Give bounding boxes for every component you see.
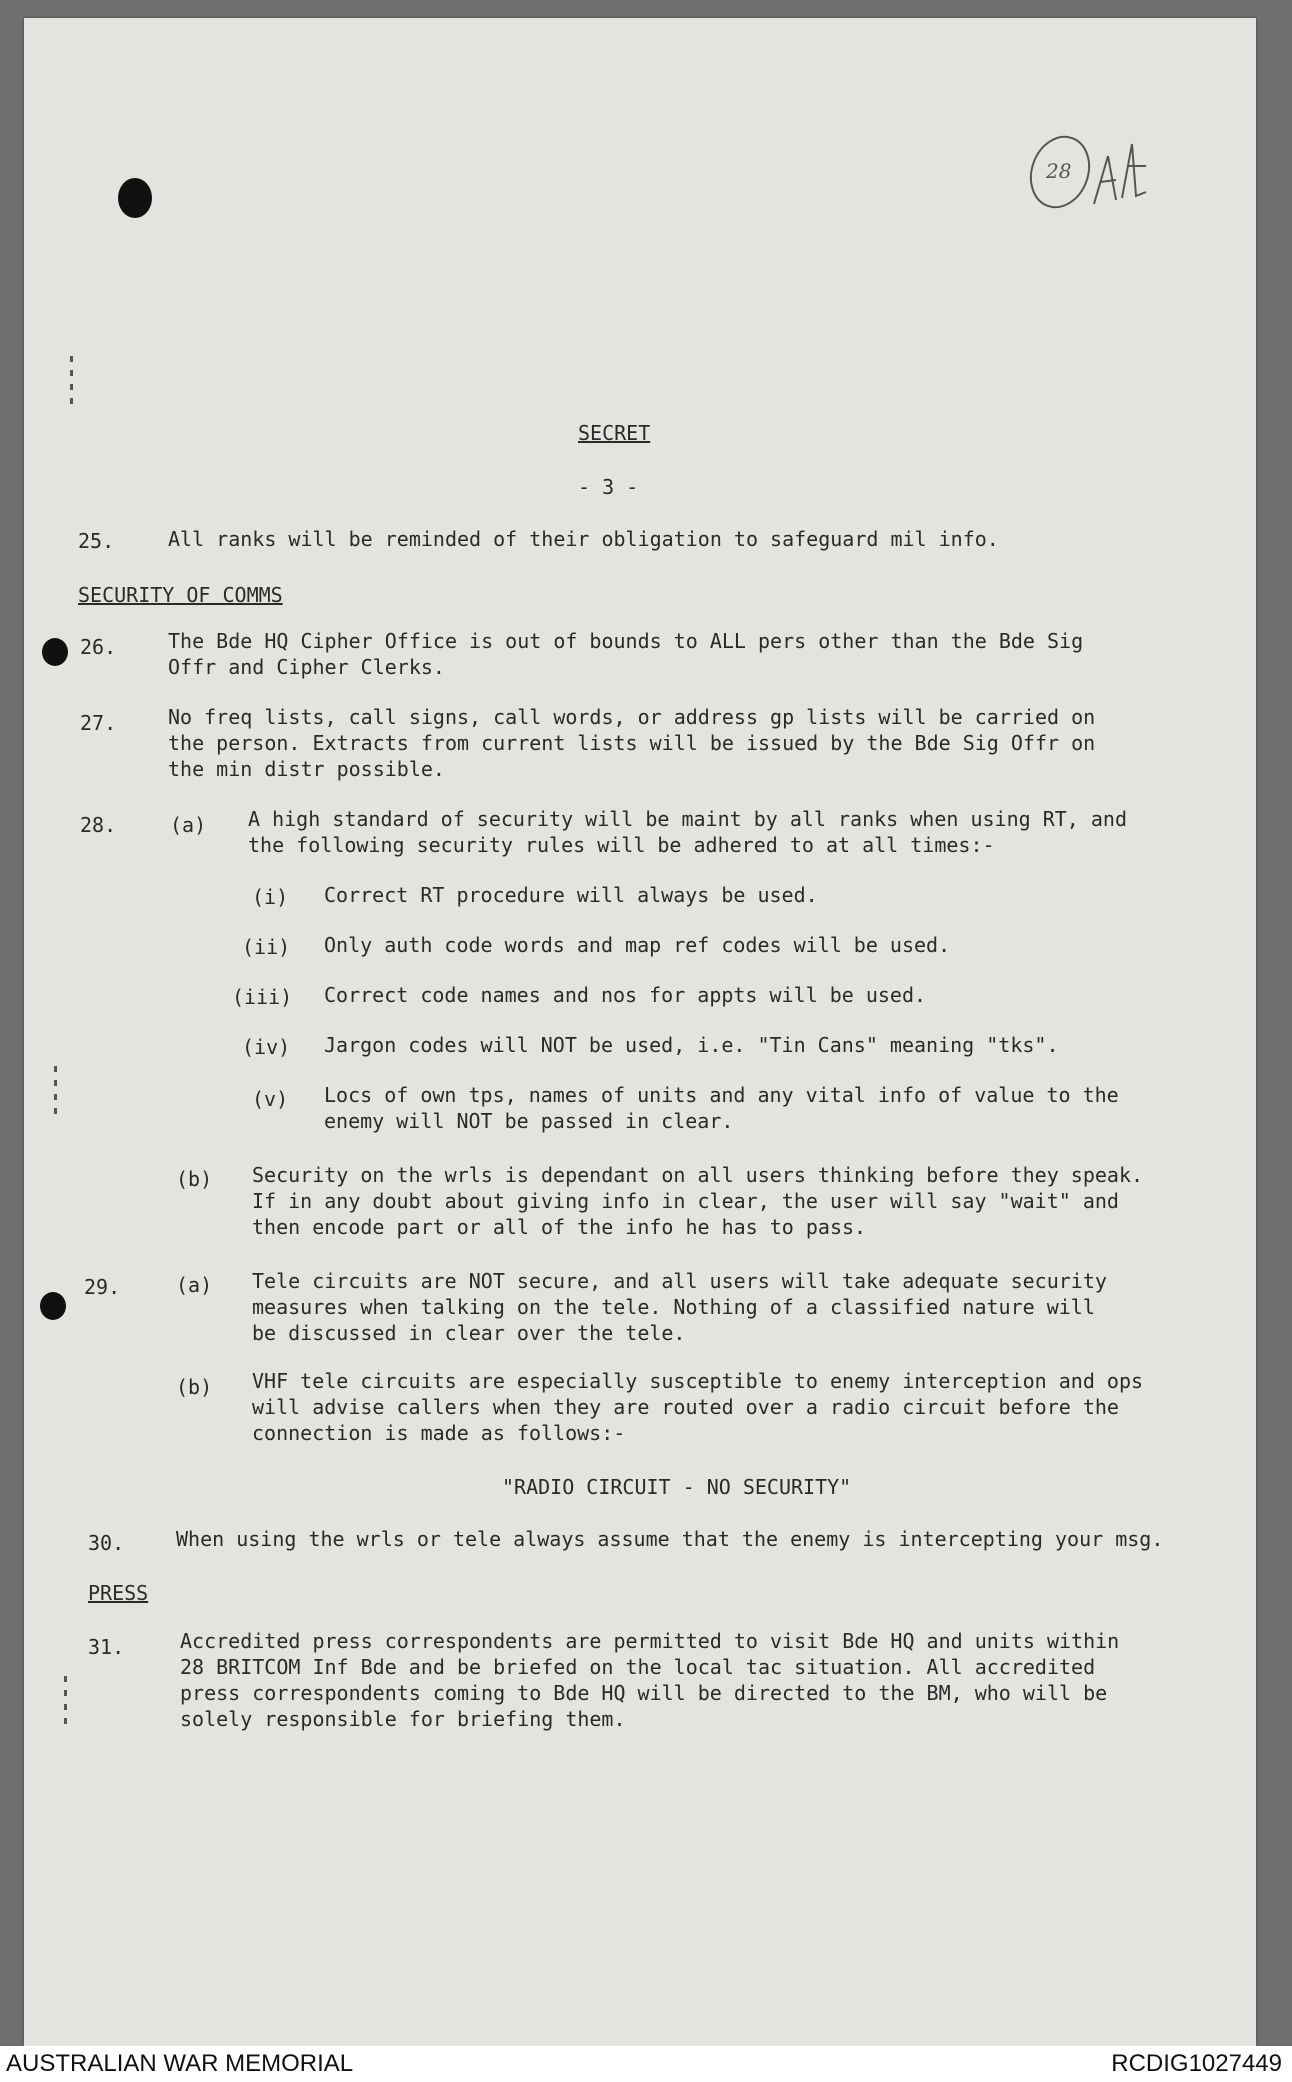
paragraph-text: No freq lists, call signs, call words, or address gp lists will be carried on [168, 705, 1096, 729]
paragraph-text: press correspondents coming to Bde HQ will be directed to the BM, who will be [180, 1681, 1108, 1705]
paragraph-text: The Bde HQ Cipher Office is out of bounds to ALL pers other than the Bde Sig [168, 629, 1084, 653]
paragraph-text: be discussed in clear over the tele. [252, 1321, 686, 1345]
paragraph-text: measures when talking on the tele. Nothing of a classified nature will [252, 1295, 1095, 1319]
paragraph-text: then encode part or all of the info he has to pass. [252, 1215, 867, 1239]
margin-marks [54, 1058, 60, 1122]
margin-marks [64, 1668, 70, 1732]
paragraph-number: 28. [80, 813, 117, 837]
paragraph-number: 31. [88, 1635, 125, 1659]
paragraph-number: 30. [88, 1531, 125, 1555]
archive-footer [0, 2046, 1292, 2082]
punch-hole [42, 638, 68, 666]
paragraph-text: will advise callers when they are routed over a radio circuit before the [252, 1395, 1119, 1419]
item-text: Jargon codes will NOT be used, i.e. "Tin Cans" meaning "tks". [324, 1033, 1059, 1057]
archive-name: AUSTRALIAN WAR MEMORIAL [6, 2050, 354, 2077]
item-label: (i) [252, 885, 289, 909]
handwritten-folio-annotation [1024, 126, 1164, 216]
paragraph-number: 27. [80, 711, 117, 735]
paragraph-text: Security on the wrls is dependant on all users thinking before they speak. [252, 1163, 1144, 1187]
paragraph-text: All ranks will be reminded of their obligation to safeguard mil info. [168, 527, 999, 551]
paragraph-text: the following security rules will be adhered to at all times:- [248, 833, 995, 857]
punch-hole [118, 178, 152, 218]
item-label: (iv) [242, 1035, 291, 1059]
paragraph-text: When using the wrls or tele always assume that the enemy is intercepting your msg. [176, 1527, 1164, 1551]
paragraph-number: 26. [80, 635, 117, 659]
paragraph-text: the min distr possible. [168, 757, 445, 781]
document-page [24, 18, 1256, 2046]
item-label: (iii) [232, 985, 293, 1009]
paragraph-number: 29. [84, 1275, 121, 1299]
paragraph-text: Accredited press correspondents are permitted to visit Bde HQ and units within [180, 1629, 1120, 1653]
item-text: enemy will NOT be passed in clear. [324, 1109, 734, 1133]
item-text: Correct code names and nos for appts will be used. [324, 983, 927, 1007]
paragraph-text: VHF tele circuits are especially susceptible to enemy interception and ops [252, 1369, 1144, 1393]
paragraph-text: 28 BRITCOM Inf Bde and be briefed on the local tac situation. All accredited [180, 1655, 1096, 1679]
item-text: Only auth code words and map ref codes will be used. [324, 933, 951, 957]
sub-label: (a) [176, 1273, 213, 1297]
folio-number: 28 [1046, 159, 1072, 183]
quoted-message: "RADIO CIRCUIT - NO SECURITY" [502, 1475, 852, 1499]
paragraph-text: If in any doubt about giving info in clear, the user will say "wait" and [252, 1189, 1119, 1213]
sub-label: (b) [176, 1167, 213, 1191]
section-heading: PRESS [88, 1581, 149, 1605]
paragraph-text: solely responsible for briefing them. [180, 1707, 626, 1731]
classification-heading: SECRET [578, 421, 651, 445]
margin-marks [70, 348, 76, 412]
paragraph-text: A high standard of security will be maint by all ranks when using RT, and [248, 807, 1127, 831]
paragraph-text: connection is made as follows:- [252, 1421, 626, 1445]
archive-reference: RCDIG1027449 [1111, 2050, 1282, 2077]
paragraph-text: the person. Extracts from current lists will be issued by the Bde Sig Offr on [168, 731, 1096, 755]
section-heading: SECURITY OF COMMS [78, 583, 283, 607]
punch-hole [40, 1292, 66, 1320]
sub-label: (a) [170, 813, 207, 837]
item-text: Locs of own tps, names of units and any vital info of value to the [324, 1083, 1119, 1107]
page-number: - 3 - [578, 475, 639, 499]
paragraph-number: 25. [78, 529, 115, 553]
item-text: Correct RT procedure will always be used. [324, 883, 818, 907]
paragraph-text: Offr and Cipher Clerks. [168, 655, 445, 679]
item-label: (v) [252, 1087, 289, 1111]
sub-label: (b) [176, 1375, 213, 1399]
paragraph-text: Tele circuits are NOT secure, and all users will take adequate security [252, 1269, 1107, 1293]
item-label: (ii) [242, 935, 291, 959]
